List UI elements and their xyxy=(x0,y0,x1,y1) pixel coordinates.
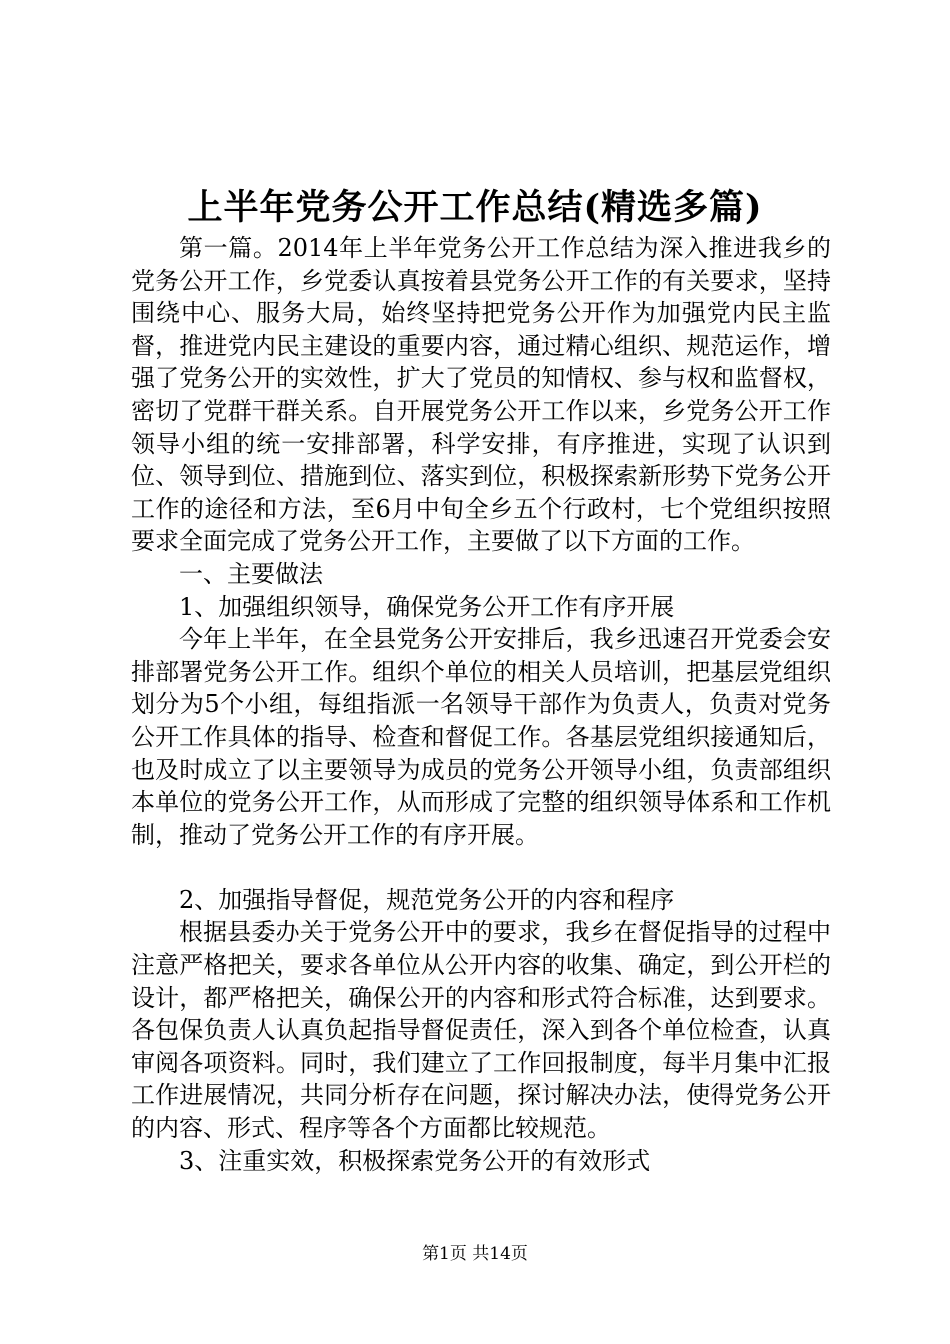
document-title: 上半年党务公开工作总结(精选多篇) xyxy=(187,187,763,228)
subheading-2: 2、加强指导督促，规范党务公开的内容和程序 xyxy=(179,885,675,914)
paragraph-2: 根据县委办关于党务公开中的要求，我乡在督促指导的过程中注意严格把关，要求各单位从公开内容的收集、确定，到公开栏的设计，都严格把关，确保公开的内容和形式符合标准，达到要求。各包保负责人认真负起指导督促责任，深入到各个单位检查，认真审阅各项资料。同时，我们建立了工作回报制度，每半月集中汇报工作进展情况，共同分析存在问题，探讨解决办法，使得党务公开的内容、形式、程序等各个方面都比较规范。 xyxy=(131,918,831,1143)
subheading-3: 3、注重实效，积极探索党务公开的有效形式 xyxy=(179,1146,651,1175)
subheading-1: 1、加强组织领导，确保党务公开工作有序开展 xyxy=(179,592,675,621)
blank-line xyxy=(131,851,831,884)
paragraph-1: 今年上半年，在全县党务公开安排后，我乡迅速召开党委会安排部署党务公开工作。组织个单位的相关人员培训，把基层党组织划分为5个小组，每组指派一名领导干部作为负责人，负责对党务公开工作具体的指导、检查和督促工作。各基层党组织接通知后，也及时成立了以主要领导为成员的党务公开领导小组，负责部组织本单位的党务公开工作，从而形成了完整的组织领导体系和工作机制，推动了党务公开工作的有序开展。 xyxy=(131,625,831,849)
page-footer: 第1页 共14页 xyxy=(422,1244,528,1264)
document-body xyxy=(131,232,831,1177)
section-heading-main-practices: 一、主要做法 xyxy=(179,559,323,588)
paragraph-intro: 第一篇。2014年上半年党务公开工作总结为深入推进我乡的党务公开工作，乡党委认真按着县党务公开工作的有关要求，坚持围绕中心、服务大局，始终坚持把党务公开作为加强党内民主监督，推进党内民主建设的重要内容，通过精心组织、规范运作，增强了党务公开的实效性，扩大了党员的知情权、参与权和监督权，密切了党群干群关系。自开展党务公开工作以来，乡党务公开工作领导小组的统一安排部署，科学安排，有序推进，实现了认识到位、领导到位、措施到位、落实到位，积极探索新形势下党务公开工作的途径和方法，至6月中旬全乡五个行政村，七个党组织按照要求全面完成了党务公开工作，主要做了以下方面的工作。 xyxy=(131,234,831,556)
